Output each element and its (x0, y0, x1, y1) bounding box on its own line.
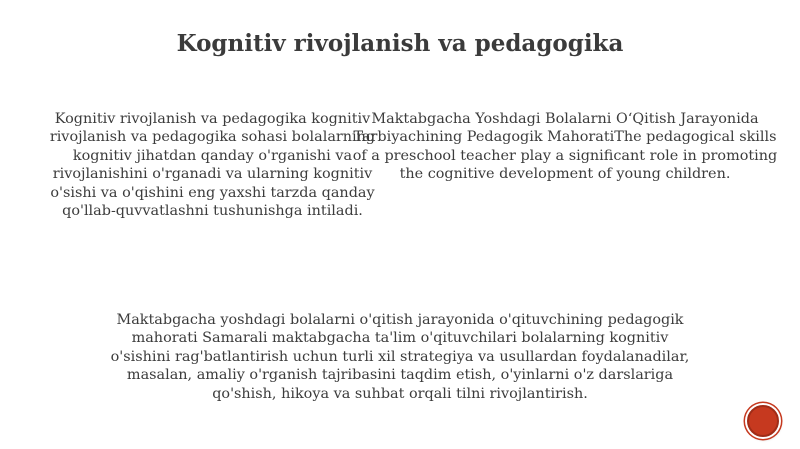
circle-button-icon[interactable] (747, 405, 779, 437)
slide-title: Kognitiv rivojlanish va pedagogika (176, 30, 624, 57)
text-block-bottom: Maktabgacha yoshdagi bolalarni o'qitish jarayonida o'qituvchining pedagogik mahorati Samarali maktabgacha ta'lim o'qituvchilari bolalarning kognitiv o'sishini rag'batlantirish uchun turli xil strategiya va usullardan foydalanadilar, masalan, amaliy o'rganish tajribasini taqdim etish, o'yinlarni o'z darslariga qo'shish, hikoya va suhbat orqali tilni rivojlantirish. (110, 312, 690, 402)
text-block-left: Kognitiv rivojlanish va pedagogika kognitiv rivojlanish va pedagogika sohasi bolalarning kognitiv jihatdan qanday o'rganishi va rivojlanishini o'rganadi va ularning kognitiv o'sishi va o'qishini eng yaxshi tarzda qanday qo'llab-quvvatlashni tushunishga intiladi. (49, 111, 376, 220)
text-block-right: Maktabgacha Yoshdagi Bolalarni O‘Qitish Jarayonida Tarbiyachining Pedagogik MahoratiThe pedagogical skills of a preschool teacher play a significant role in promoting the cognitive development of young children. (352, 111, 778, 183)
